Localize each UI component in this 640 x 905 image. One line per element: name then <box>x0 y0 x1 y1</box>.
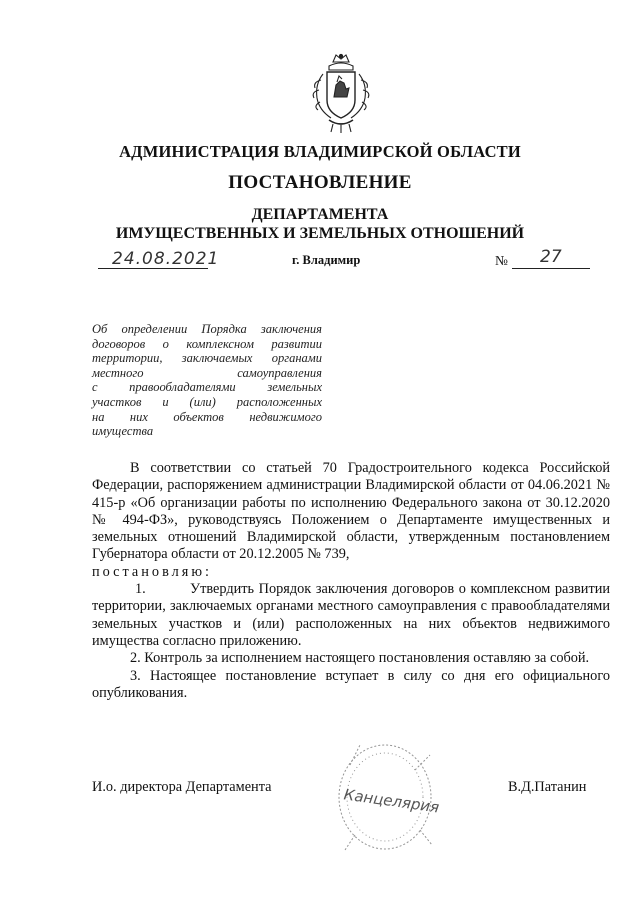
signatory-name: В.Д.Патанин <box>508 779 587 795</box>
document-subject <box>92 322 322 439</box>
subject-line: участков и (или) расположенных <box>92 394 322 409</box>
subject-line: территории, заключаемых органами <box>92 351 322 366</box>
clause-1 <box>92 581 610 650</box>
stamp-text: Канцелярия <box>342 785 440 817</box>
subject-line: имущества <box>92 424 154 439</box>
date-underline <box>98 268 208 269</box>
signatory-title: И.о. директора Департамента <box>92 779 272 795</box>
clause-3: 3. Настоящее постановление вступает в силу со дня его официального опубликования. <box>92 667 610 701</box>
clause-1-text: Утвердить Порядок заключения договоров о комплексном развитии территории, заключаемых органами местного самоуправления с правообладателями земельных участков и (или) расположенных на них объектов недвижимого имущества согласно приложению. <box>92 581 610 649</box>
subject-line: с правообладателями земельных <box>92 380 322 395</box>
number-sign: № <box>495 253 508 268</box>
office-stamp <box>330 735 440 860</box>
city-label: г. Владимир <box>292 253 361 267</box>
clause-1-number: 1. <box>135 581 146 598</box>
subject-line: на них объектов недвижимого <box>92 409 322 424</box>
subject-line: Об определении Порядка заключения <box>92 322 322 336</box>
preamble-paragraph: В соответствии со статьей 70 Градостроительного кодекса Российской Федерации, распоряжением администрации Владимирской области от 04.06.2021 № 415-р «Об организации работы по исполнению Федерального закона от 30.12.2020 № 494-ФЗ», руководствуясь Положением о Департаменте имущественных и земельных отношений Владимирской области, утвержденным постановлением Губернатора области от 20.12.2005 № 739, <box>92 460 610 563</box>
resolve-word: постановляю: <box>92 563 212 580</box>
department-name-line-2: ИМУЩЕСТВЕННЫХ И ЗЕМЕЛЬНЫХ ОТНОШЕНИЙ <box>115 225 525 242</box>
coat-of-arms-icon <box>309 52 373 134</box>
subject-line: местного самоуправления <box>92 365 322 380</box>
organization-name: АДМИНИСТРАЦИЯ ВЛАДИМИРСКОЙ ОБЛАСТИ <box>119 142 521 161</box>
department-name-line-1: ДЕПАРТАМЕНТА <box>251 206 389 223</box>
handwritten-number: 27 <box>540 247 562 267</box>
number-underline <box>512 268 590 269</box>
document-body <box>92 460 610 702</box>
document-type: ПОСТАНОВЛЕНИЕ <box>228 172 412 193</box>
date-number-line <box>0 247 640 275</box>
clause-2: 2. Контроль за исполнением настоящего постановления оставляю за собой. <box>130 650 590 667</box>
subject-line: договоров о комплексном развитии <box>92 336 322 351</box>
handwritten-date: 24.08.2021 <box>112 249 220 269</box>
